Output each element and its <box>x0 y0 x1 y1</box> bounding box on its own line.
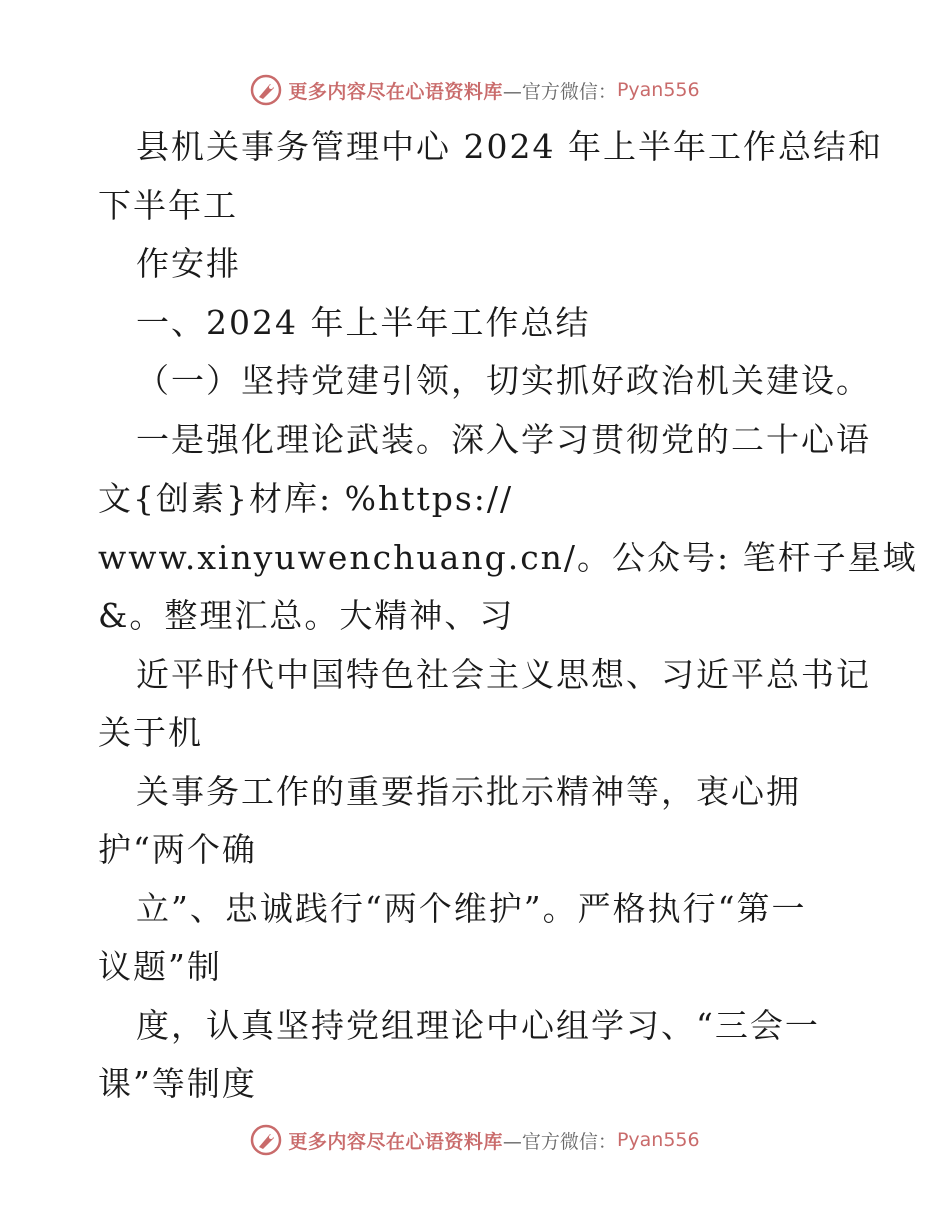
document-title-line-3: 作安排 <box>136 244 241 283</box>
watermark-official-label: —官方微信： <box>502 80 617 103</box>
paragraph-line: 一是强化理论武装。深入学习贯彻党的二十心语 <box>136 420 871 459</box>
watermark-official-label: —官方微信： <box>502 1130 617 1153</box>
watermark-main-text: 更多内容尽在心语资料库 <box>288 1130 503 1153</box>
pen-nib-icon <box>250 74 282 106</box>
document-title-line-1: 县机关事务管理中心 2024 年上半年工作总结和 <box>136 127 883 166</box>
pen-nib-icon <box>250 1124 282 1156</box>
paragraph-line: www.xinyuwenchuang.cn/。公众号: 笔杆子星域 <box>98 538 918 577</box>
paragraph-line: &。整理汇总。大精神、习 <box>98 596 515 635</box>
paragraph-line: 立”、忠诚践行“两个维护”。严格执行“第一 <box>136 889 807 928</box>
header-watermark-banner <box>0 70 950 110</box>
paragraph-line: 度，认真坚持党组理论中心组学习、“三会一 <box>136 1006 820 1045</box>
paragraph-line: 文{创素}材库: %https:// <box>98 479 514 518</box>
paragraph-line: 议题”制 <box>98 947 222 986</box>
paragraph-line: 关事务工作的重要指示批示精神等，衷心拥 <box>136 772 801 811</box>
subsection-heading: （一）坚持党建引领，切实抓好政治机关建设。 <box>136 361 871 400</box>
watermark-main-text: 更多内容尽在心语资料库 <box>288 80 503 103</box>
paragraph-line: 课”等制度 <box>98 1064 257 1103</box>
document-title-line-2: 下半年工 <box>98 186 238 225</box>
footer-watermark-banner <box>0 1120 950 1160</box>
watermark-wechat-id: Pyan556 <box>616 1129 700 1151</box>
paragraph-line: 护“两个确 <box>98 830 257 869</box>
paragraph-line: 关于机 <box>98 713 203 752</box>
section-heading: 一、2024 年上半年工作总结 <box>136 303 591 342</box>
watermark-wechat-id: Pyan556 <box>616 79 700 101</box>
paragraph-line: 近平时代中国特色社会主义思想、习近平总书记 <box>136 655 871 694</box>
